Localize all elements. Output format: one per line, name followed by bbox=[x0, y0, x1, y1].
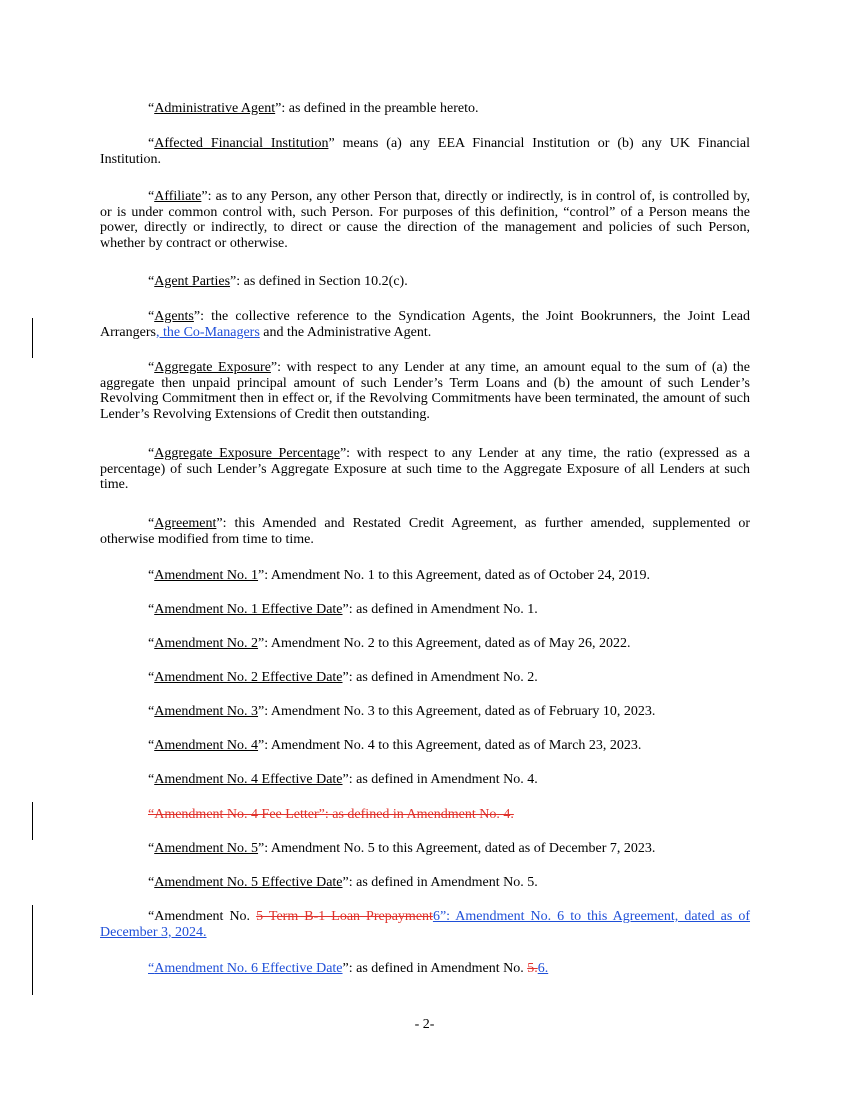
deleted-text: 5 Term B-1 Loan Prepayment bbox=[256, 909, 433, 924]
defined-term: Affected Financial Institution bbox=[154, 136, 329, 151]
defined-term: Agreement bbox=[154, 516, 217, 531]
definition-agreement: “Agreement”: this Amended and Restated Credit Agreement, as further amended, supplemented or otherwise modified from time to time. bbox=[100, 516, 750, 547]
definition-amendment-5: “Amendment No. 5”: Amendment No. 5 to this Agreement, dated as of December 7, 2023. bbox=[148, 841, 656, 856]
definition-amendment-3: “Amendment No. 3”: Amendment No. 3 to this Agreement, dated as of February 10, 2023. bbox=[148, 704, 656, 719]
definition-amendment-1: “Amendment No. 1”: Amendment No. 1 to this Agreement, dated as of October 24, 2019. bbox=[148, 568, 650, 583]
definition-amendment-5-effective-date: “Amendment No. 5 Effective Date”: as defined in Amendment No. 5. bbox=[148, 875, 538, 890]
definition-amendment-1-effective-date: “Amendment No. 1 Effective Date”: as defined in Amendment No. 1. bbox=[148, 602, 538, 617]
defined-term: Amendment No. 4 bbox=[154, 738, 259, 753]
defined-term: Aggregate Exposure bbox=[154, 360, 271, 375]
inserted-text: , the Co-Managers bbox=[155, 324, 260, 340]
definition-amendment-4-effective-date: “Amendment No. 4 Effective Date”: as defined in Amendment No. 4. bbox=[148, 772, 538, 787]
definition-administrative-agent: “Administrative Agent”: as defined in the preamble hereto. bbox=[148, 101, 479, 116]
definition-amendment-6: “Amendment No. 5 Term B-1 Loan Prepayment6”: Amendment No. 6 to this Agreement, dated as of December 3, 2024. bbox=[100, 909, 751, 940]
defined-term: Amendment No. 1 bbox=[154, 568, 259, 583]
inserted-text: 6”: Amendment No. 6 to this Agreement, dated as of December 3, 2024. bbox=[100, 909, 751, 940]
definition-affected-financial-institution: “Affected Financial Institution” means (a) any EEA Financial Institution or (b) any UK Financial Institution. bbox=[100, 136, 750, 167]
change-bar bbox=[32, 318, 33, 358]
definition-amendment-4: “Amendment No. 4”: Amendment No. 4 to this Agreement, dated as of March 23, 2023. bbox=[148, 738, 642, 753]
definition-aggregate-exposure-percentage: “Aggregate Exposure Percentage”: with respect to any Lender at any time, the ratio (expressed as a percentage) of such Lender’s Aggregate Exposure at such time to the Aggregate Exposure of all Lenders at such time. bbox=[100, 446, 750, 493]
defined-term: Amendment No. 4 Effective Date bbox=[154, 772, 343, 787]
defined-term: Agents bbox=[154, 309, 194, 324]
defined-term: Administrative Agent bbox=[154, 101, 276, 116]
definition-affiliate: “Affiliate”: as to any Person, any other Person that, directly or indirectly, is in control of, is controlled by, or is under common control with, such Person. For purposes of this definition, “control” of a Person means the power, directly or indirectly, to direct or cause the direction of the management and policies of such Person, whether by contract or otherwise. bbox=[100, 189, 750, 251]
deleted-text: “Amendment No. 4 Fee Letter”: as defined in Amendment No. 4. bbox=[148, 807, 514, 822]
defined-term: Agent Parties bbox=[154, 274, 231, 289]
defined-term: Amendment No. 3 bbox=[154, 704, 259, 719]
definition-amendment-4-fee-letter-deleted bbox=[100, 807, 750, 823]
defined-term: Amendment No. 1 Effective Date bbox=[154, 602, 343, 617]
change-bar bbox=[32, 905, 33, 995]
definition-amendment-2-effective-date: “Amendment No. 2 Effective Date”: as defined in Amendment No. 2. bbox=[148, 670, 538, 685]
defined-term: Aggregate Exposure Percentage bbox=[154, 446, 340, 461]
defined-term: Amendment No. 5 bbox=[154, 841, 259, 856]
definition-amendment-2: “Amendment No. 2”: Amendment No. 2 to this Agreement, dated as of May 26, 2022. bbox=[148, 636, 631, 651]
definition-amendment-6-effective-date: “Amendment No. 6 Effective Date”: as defined in Amendment No. 5.6. bbox=[148, 961, 549, 976]
page-number: - 2- bbox=[414, 1017, 435, 1032]
defined-term: Amendment No. 2 bbox=[154, 636, 259, 651]
definition-agents: “Agents”: the collective reference to the Syndication Agents, the Joint Bookrunners, the Joint Lead Arrangers, the Co-Managers and the Administrative Agent. bbox=[100, 309, 750, 340]
definition-aggregate-exposure: “Aggregate Exposure”: with respect to any Lender at any time, an amount equal to the sum of (a) the aggregate then unpaid principal amount of such Lender’s Term Loans and (b) the amount of such Lender’s Revolving Commitment then in effect or, if the Revolving Commitments have been terminated, the amount of such Lender’s Revolving Extensions of Credit then outstanding. bbox=[100, 360, 750, 422]
definition-agent-parties: “Agent Parties”: as defined in Section 10.2(c). bbox=[148, 274, 408, 289]
deleted-text: 5. bbox=[527, 961, 538, 976]
change-bar bbox=[32, 802, 33, 840]
inserted-text: 6. bbox=[537, 961, 549, 976]
defined-term: Amendment No. 6 Effective Date bbox=[154, 961, 343, 976]
defined-term: Amendment No. 5 Effective Date bbox=[154, 875, 343, 890]
defined-term: Amendment No. 2 Effective Date bbox=[154, 670, 343, 685]
defined-term: Affiliate bbox=[154, 189, 202, 204]
